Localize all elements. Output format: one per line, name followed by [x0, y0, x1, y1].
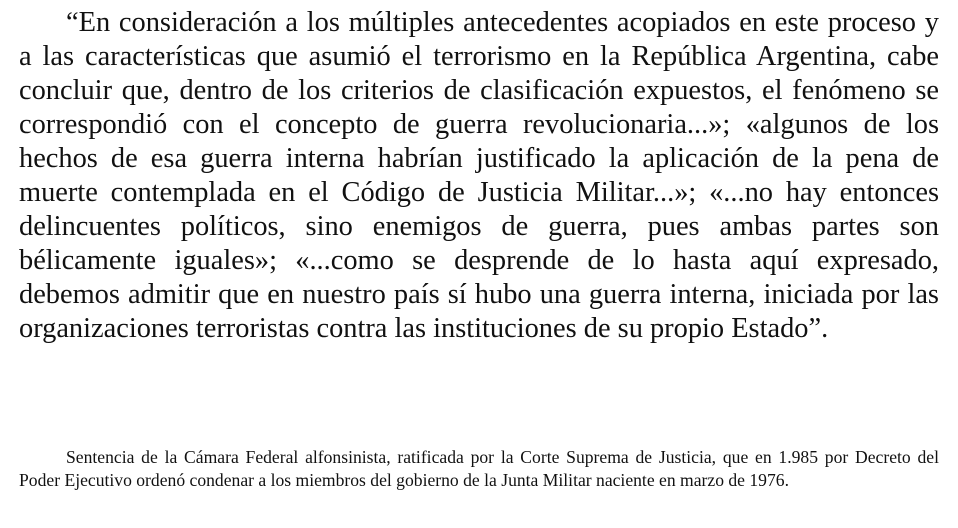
source-caption: Sentencia de la Cámara Federal alfonsinista, ratificada por la Corte Suprema de Justicia, que en 1.985 por Decreto del Poder Ejecutivo ordenó condenar a los miembros del gobierno de la Junta Militar naciente en marzo de 1976.	[19, 447, 939, 490]
document-body	[19, 6, 939, 346]
quote-paragraph: “En consideración a los múltiples antecedentes acopiados en este proceso y a las características que asumió el terrorismo en la República Argentina, cabe concluir que, dentro de los criterios de clasificación expuestos, el fenómeno se correspondió con el concepto de guerra revolucionaria...»; «algunos de los hechos de esa guerra interna habrían justificado la aplicación de la pena de muerte contemplada en el Código de Justicia Militar...»; «...no hay entonces delincuentes políticos, sino enemigos de guerra, pues ambas partes son bélicamente iguales»; «...como se desprende de lo hasta aquí expresado, debemos admitir que en nuestro país sí hubo una guerra interna, iniciada por las organizaciones terroristas contra las instituciones de su propio Estado”.	[19, 7, 939, 344]
